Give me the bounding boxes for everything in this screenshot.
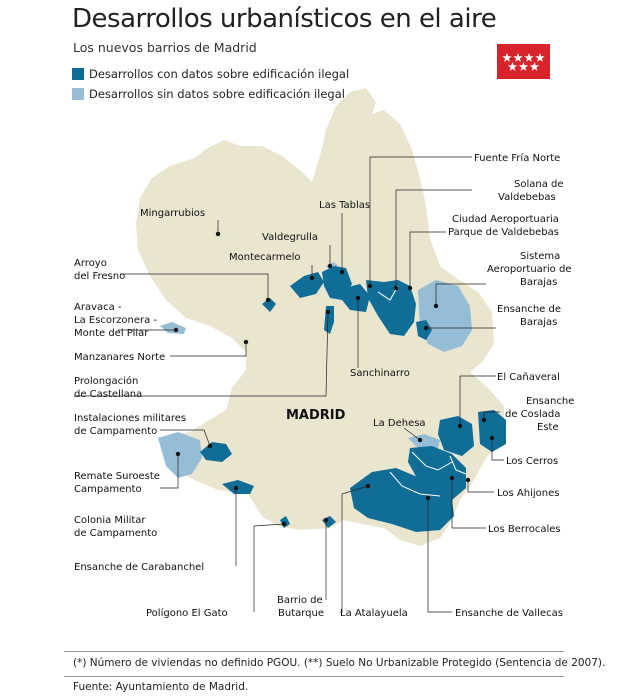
label-remate-1: Remate Suroeste xyxy=(74,471,160,482)
map-subtitle: Los nuevos barrios de Madrid xyxy=(73,40,257,55)
label-manzanares: Manzanares Norte xyxy=(74,352,166,363)
label-arroyo-1: Arroyo xyxy=(74,258,107,269)
label-solana-2: Valdebebas xyxy=(498,192,556,203)
label-sistema-2: Aeroportuario de xyxy=(487,264,572,275)
label-ens-coslada-2: de Coslada xyxy=(505,409,561,420)
zone-aravaca xyxy=(160,322,186,334)
label-aravaca-3: Monte del Pilar xyxy=(74,328,149,339)
label-sistema-3: Barajas xyxy=(520,277,558,288)
label-solana-1: Solana de xyxy=(514,179,564,190)
label-ciudad-aero-2: Parque de Valdebebas xyxy=(448,227,559,238)
label-instal-1: Instalaciones militares xyxy=(74,413,187,424)
label-instal-2: de Campamento xyxy=(74,426,158,437)
label-barrio-butarque-2: Butarque xyxy=(278,608,325,619)
label-arroyo-2: del Fresno xyxy=(74,271,126,282)
divider-bottom xyxy=(64,676,564,677)
label-ens-barajas-1: Ensanche de xyxy=(497,304,561,315)
footnote: (*) Número de viviendas no definido PGOU. (**) Suelo No Urbanizable Protegido (Sentencia de 2007). xyxy=(73,657,606,669)
label-los-cerros: Los Cerros xyxy=(506,456,559,467)
city-label: MADRID xyxy=(286,408,346,423)
label-los-ahijones: Los Ahijones xyxy=(497,488,560,499)
legend-label: Desarrollos con datos sobre edificación ilegal xyxy=(89,67,350,81)
label-aravaca-1: Aravaca - xyxy=(74,302,122,313)
label-poligono-gato: Polígono El Gato xyxy=(146,608,228,619)
label-los-berrocales: Los Berrocales xyxy=(488,524,561,535)
label-el-canaveral: El Cañaveral xyxy=(497,372,560,383)
label-fuente-fria-norte: Fuente Fría Norte xyxy=(474,153,561,164)
label-ens-barajas-2: Barajas xyxy=(520,317,558,328)
label-la-dehesa: La Dehesa xyxy=(373,418,426,429)
label-prolong-2: de Castellana xyxy=(74,389,143,400)
label-sistema-1: Sistema xyxy=(520,251,561,262)
label-ciudad-aero-1: Ciudad Aeroportuaria xyxy=(452,214,559,225)
label-la-atalayuela: La Atalayuela xyxy=(340,608,408,619)
divider-top xyxy=(64,651,564,652)
label-ens-coslada-1: Ensanche xyxy=(526,396,575,407)
label-valdegrulla: Valdegrulla xyxy=(262,232,318,243)
label-remate-2: Campamento xyxy=(74,484,142,495)
label-ens-vallecas: Ensanche de Vallecas xyxy=(455,608,563,619)
label-colonia-2: de Campamento xyxy=(74,528,158,539)
label-barrio-butarque-1: Barrio de xyxy=(277,595,323,606)
map-title: Desarrollos urbanísticos en el aire xyxy=(72,4,497,34)
label-ens-coslada-3: Este xyxy=(537,422,559,433)
label-prolong-1: Prolongación xyxy=(74,376,139,387)
legend-label: Desarrollos sin datos sobre edificación ilegal xyxy=(89,87,345,101)
label-montecarmelo: Montecarmelo xyxy=(229,252,301,263)
source-note: Fuente: Ayuntamiento de Madrid. xyxy=(73,681,249,693)
label-mingarrubios: Mingarrubios xyxy=(140,208,206,219)
label-colonia-1: Colonia Militar xyxy=(74,515,146,526)
label-sanchinarro: Sanchinarro xyxy=(350,368,410,379)
label-las-tablas: Las Tablas xyxy=(319,200,371,211)
label-ens-carabanchel: Ensanche de Carabanchel xyxy=(74,562,205,573)
label-aravaca-2: La Escorzonera - xyxy=(74,315,158,326)
